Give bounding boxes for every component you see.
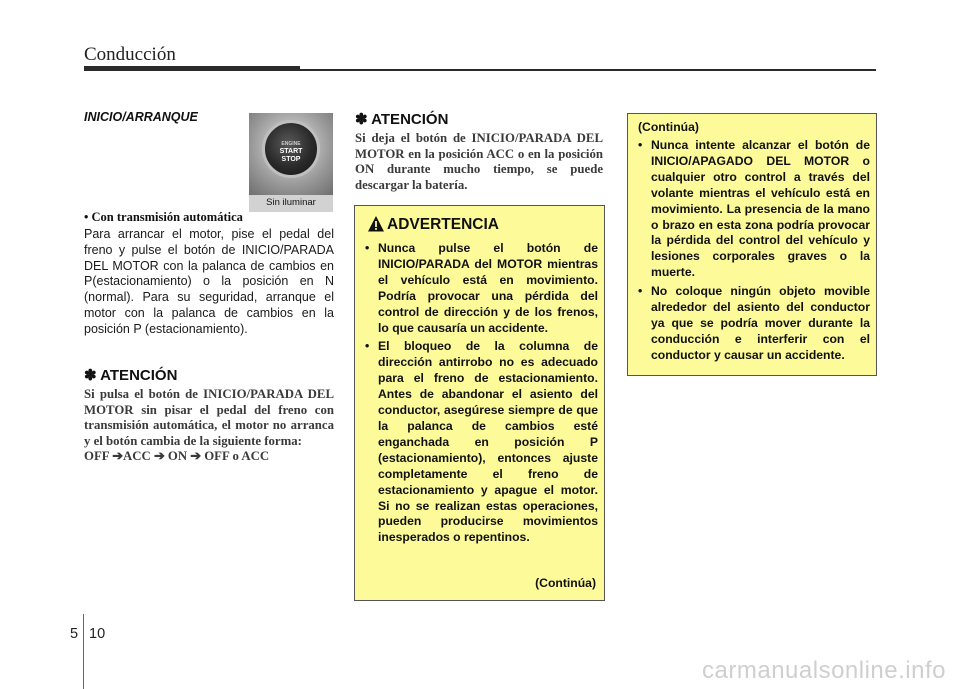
- button-label: [265, 140, 317, 164]
- button-label-engine: ENGINE: [281, 141, 301, 147]
- continued-item-2: • No coloque ningún objeto movible alrededor del asiento del conductor ya que se podría mover durante la conducción e interferir con el conductor y causar un accidente.: [638, 284, 870, 364]
- continued-item-1: • Nunca intente alcanzar el botón de INICIO/APAGADO DEL MOTOR o cualquier otro control a través del volante mientras el vehículo está en movimiento. La presencia de la mano o brazo en esta zona podría provocar la pérdida del control del vehículo y lesiones corporales graves o la muerte.: [638, 138, 870, 281]
- continued-title: (Continúa): [638, 120, 699, 134]
- warning-triangle-icon: [367, 215, 385, 233]
- warning-title: ADVERTENCIA: [387, 216, 499, 233]
- warning-continues: (Continúa): [535, 576, 596, 590]
- start-stop-button-image: [249, 113, 333, 212]
- button-photo-background: [249, 113, 333, 195]
- header-rule-thin: [300, 69, 876, 71]
- page-header-title: Conducción: [84, 44, 176, 65]
- button-label-stop: STOP: [281, 156, 301, 163]
- page-number-divider: [83, 614, 84, 689]
- header-rule-thick: [84, 66, 300, 71]
- attention-sequence: OFF ➔ACC ➔ ON ➔ OFF o ACC: [84, 449, 270, 464]
- image-caption: Sin iluminar: [266, 197, 316, 208]
- start-paragraph: Para arrancar el motor, pise el pedal del freno y pulse el botón de INICIO/PARADA DEL MOTOR con la palanca de cambios en P(estacionamiento) o la posición en N (normal). Para su seguridad, arranque el motor con la palanca de cambios en la posición P (estacionamiento).: [84, 227, 334, 336]
- warning-item-1: • Nunca pulse el botón de INICIO/PARADA del MOTOR mientras el vehículo está en movimiento. Podría provocar una pérdida del control de dirección y de los frenos, lo que causaría un accidente.: [365, 241, 598, 336]
- attention-title-1: ✽ ATENCIÓN: [84, 367, 178, 384]
- continued-warning-box: [627, 113, 877, 376]
- warning-list: [365, 241, 598, 549]
- engine-start-stop-button-icon: [262, 120, 320, 178]
- continued-list: [638, 138, 870, 367]
- transmission-bullet: • Con transmisión automática: [84, 210, 243, 224]
- attention-body-1: [84, 387, 334, 465]
- warning-box: [354, 205, 605, 601]
- attention-text-1: Si pulsa el botón de INICIO/PARADA DEL MOTOR sin pisar el pedal del freno con transmisión automática, el motor no arranca y el botón cambia de la siguiente forma:: [84, 387, 334, 448]
- warning-item-2: • El bloqueo de la columna de dirección antirrobo no es adecuado para el freno de estacionamiento. Antes de abandonar el asiento del conductor, asegúrese siempre de que la palanca de cambios esté enganchada en posición P (estacionamiento), entonces ajuste completamente el freno de estacionamiento y apague el motor. Si no se realizan estas operaciones, pueden producirse movimientos inesperados o repentinos.: [365, 339, 598, 546]
- attention-body-2: Si deja el botón de INICIO/PARADA DEL MOTOR en la posición ACC o en la posición ON durante mucho tiempo, se puede descargar la batería.: [355, 131, 603, 192]
- section-title: INICIO/ARRANQUE: [84, 110, 198, 124]
- chapter-number: 5: [70, 626, 79, 642]
- watermark-text: carmanualsonline.info: [702, 657, 946, 684]
- attention-title-2: ✽ ATENCIÓN: [355, 111, 449, 128]
- page-number: 10: [89, 626, 106, 642]
- button-label-start: START: [279, 148, 303, 155]
